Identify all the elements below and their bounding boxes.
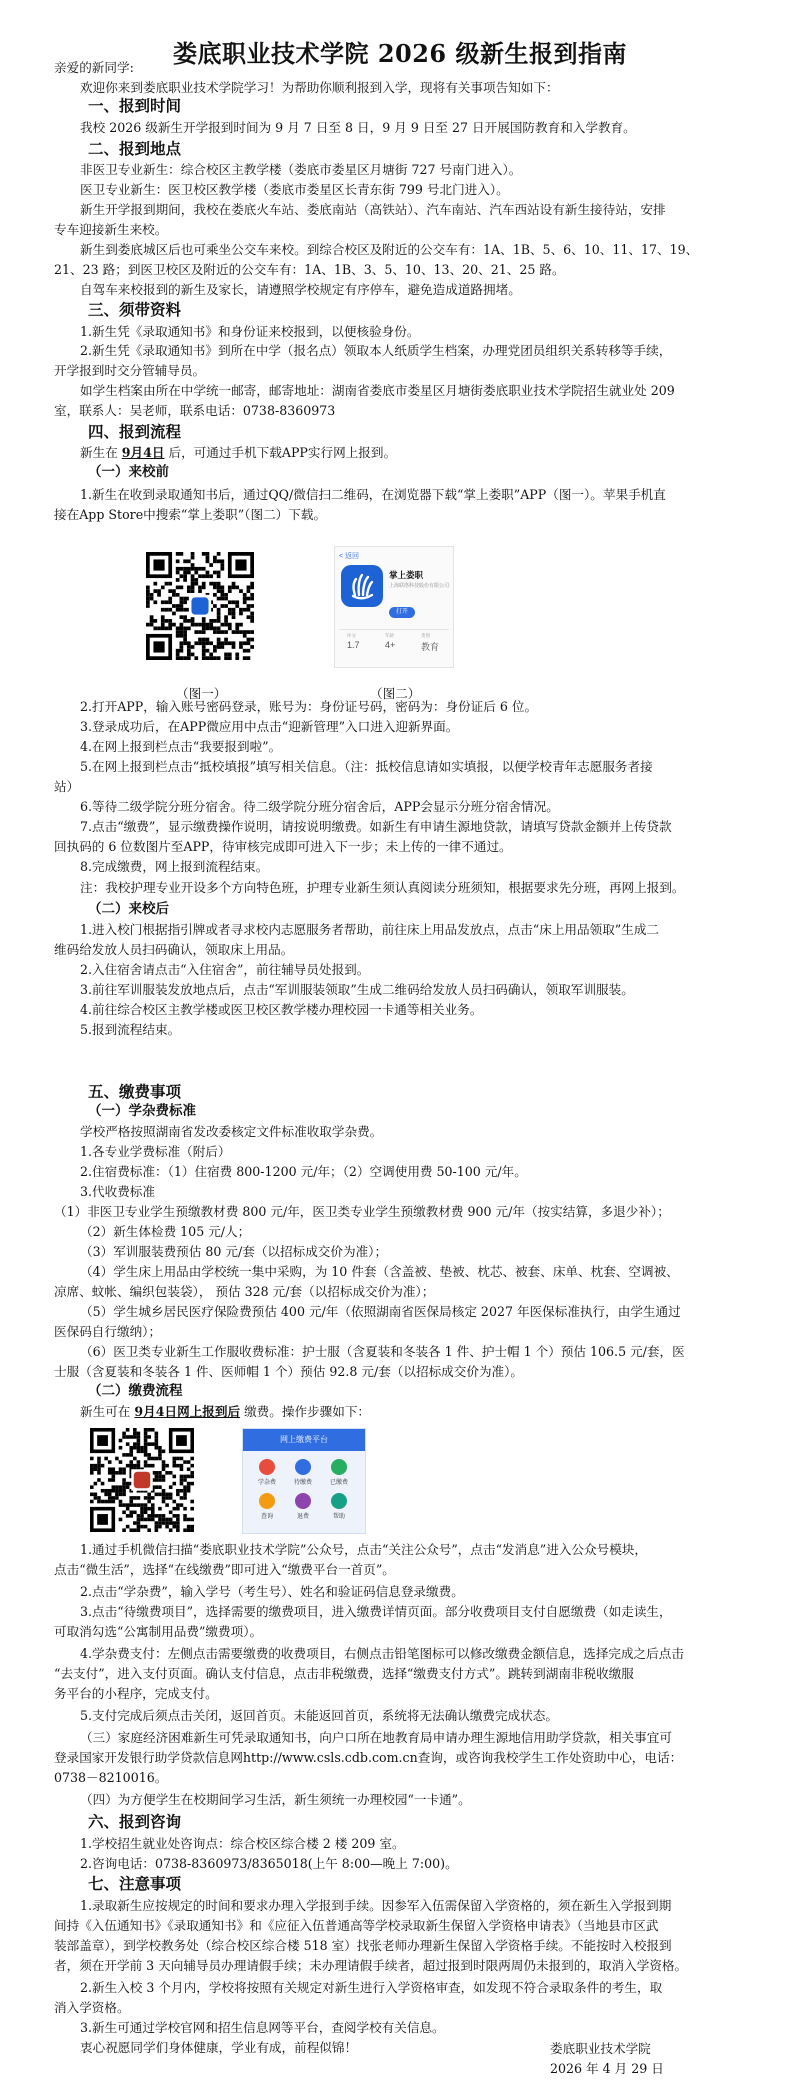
text-line: 消入学资格。 — [54, 2000, 130, 2015]
payment-menu-item[interactable] — [285, 1459, 321, 1493]
page-title: 娄底职业技术学院 2026 级新生报到指南 — [172, 39, 627, 68]
open-button[interactable]: 打开 — [389, 607, 415, 618]
text-line: 欢迎你来到娄底职业技术学院学习！为帮助你顺利报到入学，现将有关事项告知如下： — [80, 80, 559, 95]
text-line: 装部盖章），到学校教务处（综合校区综合楼 518 室）找张老师办理新生保留入学资格手续。不能按时入校报到 — [54, 1938, 672, 1953]
text-line: （5）学生城乡居民医疗保险费预估 400 元/年（依照湖南省医保局核定 2027 年医保标准执行，由学生通过 — [80, 1304, 681, 1319]
payment-menu-label: 帮助 — [332, 1514, 345, 1520]
payment-menu-icon — [259, 1459, 275, 1475]
payment-banner: 网上缴费平台 — [243, 1429, 365, 1451]
date-emphasis: 9月4日 — [121, 445, 165, 460]
section-heading: （一）来校前 — [88, 464, 169, 480]
text-line: 者，须在开学前 3 天向辅导员办理请假手续；未办理请假手续者，超过报到时限两周仍未报到的，取消入学资格。 — [54, 1958, 688, 1973]
text-line: 新生在 9月4日 后，可通过手机下载APP实行网上报到。 — [80, 445, 397, 460]
text-line: 衷心祝愿同学们身体健康，学业有成，前程似锦！ — [80, 2040, 358, 2055]
text-line: 室，联系人：吴老师，联系电话：0738-8360973 — [54, 403, 336, 418]
text-line: 新生开学报到期间，我校在娄底火车站、娄底南站（高铁站）、汽车南站、汽车西站设有新生接待站，安排 — [80, 202, 666, 217]
text-line: 亲爱的新同学: — [54, 60, 134, 75]
section-heading: （二）来校后 — [88, 901, 169, 917]
app-download-qr-code — [146, 552, 254, 660]
payment-menu-icon — [295, 1493, 311, 1509]
section-heading: 七、注意事项 — [88, 1874, 182, 1893]
stat-rating-label: 评分 — [347, 633, 356, 638]
payment-menu-icon — [331, 1493, 347, 1509]
payment-menu-icon — [331, 1459, 347, 1475]
stat-category-label: 类别 — [421, 633, 430, 638]
payment-menu-item[interactable] — [285, 1493, 321, 1527]
text-line: （四）为方便学生在校期间学习生活，新生须统一办理校园“一卡通”。 — [80, 1792, 471, 1807]
text-line: 间持《入伍通知书》《录取通知书》和《应征入伍普通高等学校录取新生保留入学资格申请表》（当地县市区武 — [54, 1918, 659, 1933]
payment-menu-label: 学杂费 — [257, 1480, 276, 1486]
payment-menu-icon — [295, 1459, 311, 1475]
text-line: 6.等待二级学院分班分宿舍。待二级学院分班分宿舍后，APP会显示分班分宿舍情况。 — [80, 799, 559, 814]
signature-school: 娄底职业技术学院 — [550, 2041, 651, 2056]
figure-1-caption: （图一） — [176, 686, 227, 701]
payment-menu-item[interactable] — [249, 1459, 285, 1493]
text-line: 专车迎接新生来校。 — [54, 222, 168, 237]
text-line: （4）学生床上用品由学校统一集中采购，为 10 件套（含盖被、垫被、枕芯、被套、床单、枕套、空调被、 — [80, 1264, 679, 1279]
hand-logo-icon — [341, 565, 383, 607]
text-line: 我校 2026 级新生开学报到时间为 9 月 7 日至 8 日，9 月 9 日至 27 日开展国防教育和入学教育。 — [80, 120, 636, 135]
text-line: 2.住宿费标准：（1）住宿费 800-1200 元/年；（2）空调使用费 50-100 元/年。 — [80, 1164, 527, 1179]
text-line: 1.各专业学费标准（附后） — [80, 1144, 231, 1159]
section-heading: （一）学杂费标准 — [88, 1103, 196, 1119]
back-link: < 返回 — [339, 553, 360, 560]
text-line: 登录国家开发银行助学贷款信息网http://www.csls.cdb.com.cn查询，或咨询我校学生工作处资助中心，电话： — [54, 1750, 683, 1765]
text-line: 1.新生在收到录取通知书后，通过QQ/微信扫二维码，在浏览器下载“掌上娄职”APP（图一）。苹果手机直 — [80, 487, 666, 502]
text-line: 1.新生凭《录取通知书》和身份证来校报到，以便核验身份。 — [80, 324, 420, 339]
section-heading: 五、缴费事项 — [88, 1082, 182, 1101]
text-line: （3）军训服装费预估 80 元/套（以招标成交价为准）； — [80, 1244, 388, 1259]
section-heading: （二）缴费流程 — [88, 1383, 183, 1399]
payment-menu-label: 待缴费 — [293, 1480, 312, 1486]
text-line: 5.支付完成后须点击关闭，返回首页。未能返回首页，系统将无法确认缴费完成状态。 — [80, 1708, 558, 1723]
signature-date: 2026 年 4 月 29 日 — [550, 2061, 664, 2076]
text-line: 2.咨询电话：0738-8360973/8365018(上午 8:00—晚上 7:00)。 — [80, 1856, 458, 1871]
text-line: 站） — [54, 779, 80, 794]
text-line: 非医卫专业新生：综合校区主教学楼（娄底市娄星区月塘街 727 号南门进入）。 — [80, 162, 522, 177]
payment-menu-item[interactable] — [249, 1493, 285, 1527]
text-line: 1.学校招生就业处咨询点：综合校区综合楼 2 楼 209 室。 — [80, 1836, 405, 1851]
figure-2-caption: （图二） — [370, 686, 421, 701]
stat-age: 4+ — [385, 640, 396, 650]
text-line: 务平台的小程序，完成支付。 — [54, 1686, 218, 1701]
text-line: 3.新生可通过学校官网和招生信息网等平台，查阅学校有关信息。 — [80, 2020, 445, 2035]
text-line: 医保码自行缴纳）； — [54, 1324, 162, 1339]
text-line: 4.前往综合校区主教学楼或医卫校区教学楼办理校园一卡通等相关业务。 — [80, 1002, 483, 1017]
payment-menu-label: 退费 — [296, 1514, 309, 1520]
text-line: 1.录取新生应按规定的时间和要求办理入学报到手续。因参军入伍需保留入学资格的，须在新生入学报到期 — [80, 1898, 672, 1913]
text-line: （6）医卫类专业新生工作服收费标准：护士服（含夏装和冬装各 1 件、护士帽 1 个）预估 106.5 元/套，医 — [80, 1344, 685, 1359]
section-heading: 三、须带资料 — [88, 300, 182, 319]
stat-age-label: 年龄 — [385, 633, 394, 638]
text-line: 7.点击“缴费”，显示缴费操作说明，请按说明缴费。如新生有申请生源地贷款，请填写贷款金额并上传贷款 — [80, 819, 672, 834]
payment-menu-icon — [259, 1493, 275, 1509]
payment-menu-label: 查询 — [260, 1514, 273, 1520]
section-heading: 二、报到地点 — [88, 139, 182, 158]
text-line: 自驾车来校报到的新生及家长，请遵照学校规定有序停车，避免造成道路拥堵。 — [80, 282, 521, 297]
text-line: 医卫专业新生：医卫校区教学楼（娄底市娄星区长青东街 799 号北门进入）。 — [80, 182, 509, 197]
text-line: 开学报到时交分管辅导员。 — [54, 363, 206, 378]
stat-category: 教育 — [421, 642, 440, 652]
section-heading: 四、报到流程 — [88, 422, 182, 441]
text-line: 3.前往军训服装发放地点后，点击“军训服装领取”生成二维码给发放人员扫码确认，领取军训服装。 — [80, 982, 634, 997]
app-icon — [341, 565, 383, 607]
section-heading: 六、报到咨询 — [88, 1812, 182, 1831]
payment-menu-label: 已缴费 — [329, 1480, 348, 1486]
text-line: 凉席、蚊帐、编织包装袋）， 预估 328 元/套（以招标成交价为准）； — [54, 1284, 435, 1299]
wechat-payment-qr-code — [90, 1428, 194, 1532]
text-line: 1.通过手机微信扫描“娄底职业技术学院”公众号，点击“关注公众号”，点击“发消息”进入公众号模块， — [80, 1542, 647, 1557]
text-line: 2.新生凭《录取通知书》到所在中学（报名点）领取本人纸质学生档案，办理党团员组织关系转移等手续， — [80, 343, 672, 358]
text-line: 4.在网上报到栏点击“我要报到啦”。 — [80, 739, 282, 754]
app-name: 掌上娄职 — [389, 570, 424, 580]
app-developer: 上海联络科技股份有限公司 — [389, 583, 450, 589]
text-line: （1）非医卫专业学生预缴教材费 800 元/年，医卫类专业学生预缴教材费 900 元/年（按实结算，多退少补）； — [54, 1204, 670, 1219]
stat-rating: 1.7 — [347, 640, 360, 650]
text-line: 士服（含夏装和冬装各 1 件、医师帽 1 个）预估 92.8 元/套（以招标成交价为准）。 — [54, 1364, 524, 1379]
payment-platform-screenshot — [242, 1428, 366, 1534]
text-line: 1.进入校门根据指引牌或者寻求校内志愿服务者帮助，前往床上用品发放点，点击“床上用品领取”生成二 — [80, 922, 660, 937]
section-heading: 一、报到时间 — [88, 96, 182, 115]
text-line: 回执码的 6 位数图片至APP，待审核完成即可进入下一步；未上传的一律不通过。 — [54, 839, 512, 854]
app-store-screenshot — [334, 546, 454, 668]
text-line: 接在App Store中搜索“掌上娄职”（图二）下载。 — [54, 507, 327, 522]
text-line: 4.学杂费支付：左侧点击需要缴费的收费项目，右侧点击铅笔图标可以修改缴费金额信息，选择完成之后点击 — [80, 1646, 684, 1661]
text-line: 点击“微生活”，选择“在线缴费”即可进入“缴费平台一首页”。 — [54, 1562, 395, 1577]
text-line: 新生可在 9月4日网上报到后 缴费。操作步骤如下： — [80, 1404, 371, 1419]
text-line: 3.代收费标准 — [80, 1184, 155, 1199]
text-line: 5.报到流程结束。 — [80, 1022, 181, 1037]
text-line: 新生到娄底城区后也可乘坐公交车来校。到综合校区及附近的公交车有：1A、1B、5、6、10、11、17、19、 — [80, 242, 699, 257]
text-line: 如学生档案由所在中学统一邮寄，邮寄地址：湖南省娄底市娄星区月塘街娄底职业技术学院招生就业处 209 — [80, 383, 675, 398]
text-line: 0738－8210016。 — [54, 1770, 168, 1785]
date-emphasis: 9月4日网上报到后 — [134, 1404, 241, 1419]
text-line: （2）新生体检费 105 元/人； — [80, 1224, 251, 1239]
text-line: 3.点击“待缴费项目”，选择需要的缴费项目，进入缴费详情页面。部分收费项目支付自愿缴费（如走读生， — [80, 1604, 672, 1619]
text-line: 2.新生入校 3 个月内，学校将按照有关规定对新生进行入学资格审查，如发现不符合录取条件的考生，取 — [80, 1980, 663, 1995]
payment-menu-item[interactable] — [321, 1459, 357, 1493]
payment-menu-item[interactable] — [321, 1493, 357, 1527]
text-line: 学校严格按照湖南省发改委核定文件标准收取学杂费。 — [80, 1124, 383, 1139]
text-line: 2.点击“学杂费”，输入学号（考生号）、姓名和验证码信息登录缴费。 — [80, 1584, 464, 1599]
text-line: 可取消勾选“公寓制用品费”缴费项）。 — [54, 1624, 263, 1639]
text-line: “去支付”，进入支付页面。确认支付信息，点击非税缴费，选择“缴费支付方式”。跳转到湖南非税收缴服 — [54, 1666, 634, 1681]
text-line: 维码给发放人员扫码确认，领取床上用品。 — [54, 942, 294, 957]
text-line: 2.打开APP，输入账号密码登录，账号为：身份证号码，密码为：身份证后 6 位。 — [80, 699, 538, 714]
text-line: 8.完成缴费，网上报到流程结束。 — [80, 859, 269, 874]
text-line: 注：我校护理专业开设多个方向特色班，护理专业新生须认真阅读分班须知，根据要求先分班，再网上报到。 — [80, 880, 685, 895]
text-line: 3.登录成功后，在APP微应用中点击“迎新管理”入口进入迎新界面。 — [80, 719, 459, 734]
text-line: （三）家庭经济困难新生可凭录取通知书，向户口所在地教育局申请办理生源地信用助学贷款，相关事宜可 — [80, 1730, 672, 1745]
text-line: 21、23 路；到医卫校区及附近的公交车有：1A、1B、3、5、10、13、20、21、25 路。 — [54, 262, 565, 277]
text-line: 2.入住宿舍请点击“入住宿舍”，前往辅导员处报到。 — [80, 962, 370, 977]
text-line: 5.在网上报到栏点击“抵校填报”填写相关信息。（注：抵校信息请如实填报，以便学校青年志愿服务者接 — [80, 759, 653, 774]
